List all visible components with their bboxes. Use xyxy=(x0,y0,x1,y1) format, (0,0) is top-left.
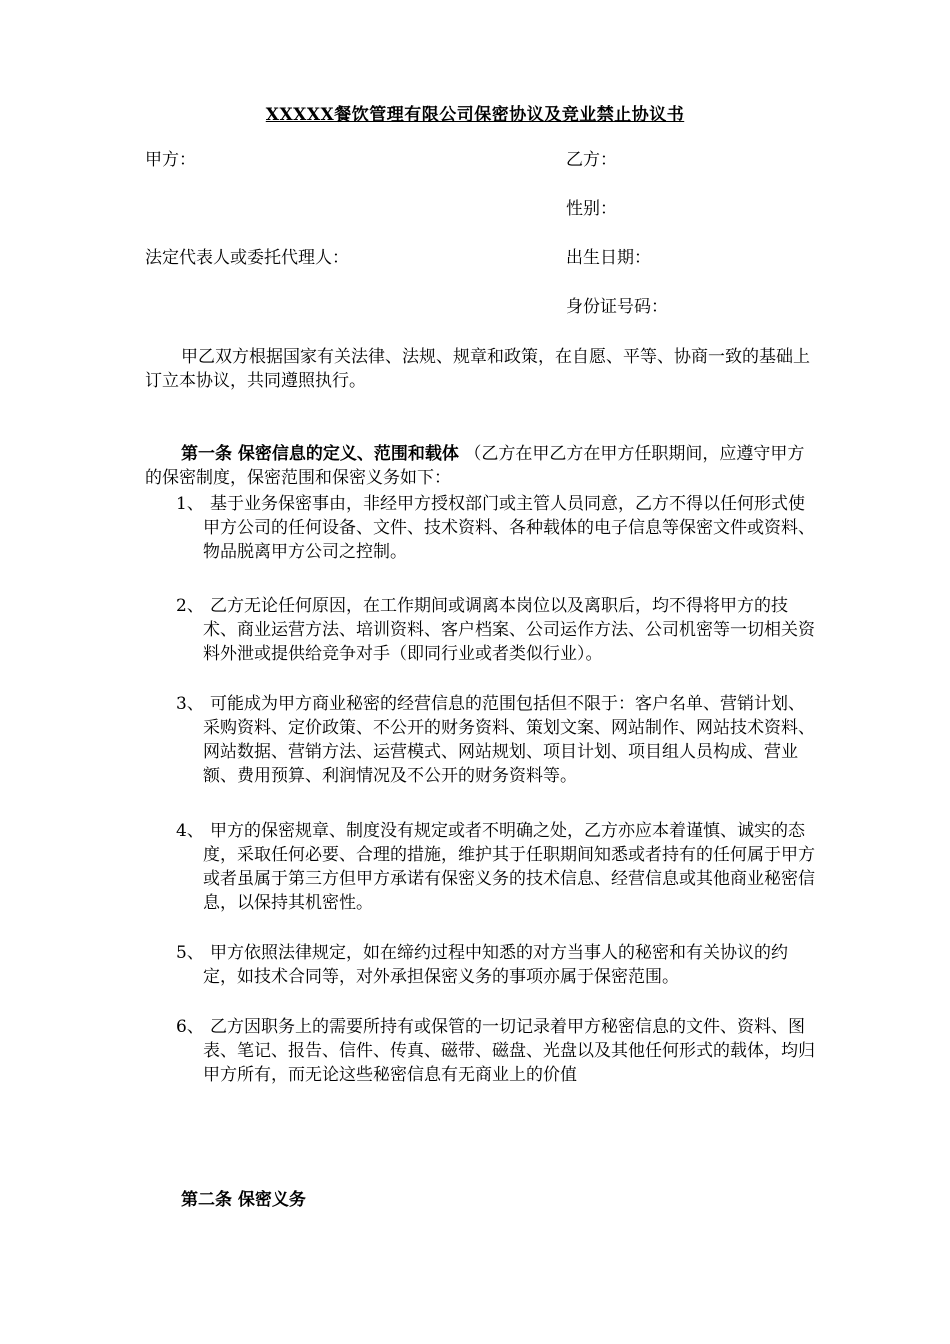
birth-date-label: 出生日期： xyxy=(566,248,651,268)
item-number: 5、 xyxy=(176,943,204,963)
item-text: 基于业务保密事由，非经甲方授权部门或主管人员同意，乙方不得以任何形式使甲方公司的任何设备、文件、技术资料、各种载体的电子信息等保密文件或资料、物品脱离甲方公司之控制。 xyxy=(203,494,815,562)
list-item xyxy=(176,692,816,788)
party-b-label: 乙方： xyxy=(566,150,617,170)
item-text: 乙方无论任何原因，在工作期间或调离本岗位以及离职后，均不得将甲方的技术、商业运营方法、培训资料、客户档案、公司运作方法、公司机密等一切相关资料外泄或提供给竞争对手（即同行业或者类似行业）。 xyxy=(203,596,815,664)
item-number: 1、 xyxy=(176,494,204,514)
intro-paragraph: 甲乙双方根据国家有关法律、法规、规章和政策，在自愿、平等、协商一致的基础上订立本协议，共同遵照执行。 xyxy=(145,347,810,391)
list-item xyxy=(176,492,816,564)
list-item xyxy=(176,594,816,666)
item-text: 可能成为甲方商业秘密的经营信息的范围包括但不限于：客户名单、营销计划、采购资料、定价政策、不公开的财务资料、策划文案、网站制作、网站技术资料、网站数据、营销方法、运营模式、网站规划、项目计划、项目组人员构成、营业额、费用预算、利润情况及不公开的财务资料等。 xyxy=(203,694,815,786)
document-title: XXXXX餐饮管理有限公司保密协议及竞业禁止协议书 xyxy=(265,105,685,125)
list-item xyxy=(176,819,816,915)
item-text: 乙方因职务上的需要所持有或保管的一切记录着甲方秘密信息的文件、资料、图表、笔记、报告、信件、传真、磁带、磁盘、光盘以及其他任何形式的载体，均归甲方所有，而无论这些秘密信息有无商业上的价值 xyxy=(203,1017,815,1085)
list-item xyxy=(176,1015,816,1087)
item-text: 甲方依照法律规定，如在缔约过程中知悉的对方当事人的秘密和有关协议的约定，如技术合同等，对外承担保密义务的事项亦属于保密范围。 xyxy=(203,943,788,987)
article1-paragraph xyxy=(145,442,815,490)
item-number: 6、 xyxy=(176,1017,204,1037)
representative-label: 法定代表人或委托代理人： xyxy=(145,248,349,268)
article1-heading: 第一条 保密信息的定义、范围和载体 xyxy=(181,444,459,464)
item-number: 2、 xyxy=(176,596,204,616)
list-item xyxy=(176,941,816,989)
item-number: 3、 xyxy=(176,694,204,714)
item-number: 4、 xyxy=(176,821,204,841)
party-a-label: 甲方： xyxy=(145,150,196,170)
article2-heading: 第二条 保密义务 xyxy=(181,1190,306,1210)
gender-label: 性别： xyxy=(566,199,617,219)
id-number-label: 身份证号码： xyxy=(566,297,668,317)
item-text: 甲方的保密规章、制度没有规定或者不明确之处，乙方亦应本着谨慎、诚实的态度，采取任何必要、合理的措施，维护其于任职期间知悉或者持有的任何属于甲方或者虽属于第三方但甲方承诺有保密义务的技术信息、经营信息或其他商业秘密信息，以保持其机密性。 xyxy=(203,821,815,913)
article1-lead: （乙方在甲乙方在甲方任职期间，应遵守甲方的保密制度，保密范围和保密义务如下： xyxy=(145,444,805,488)
